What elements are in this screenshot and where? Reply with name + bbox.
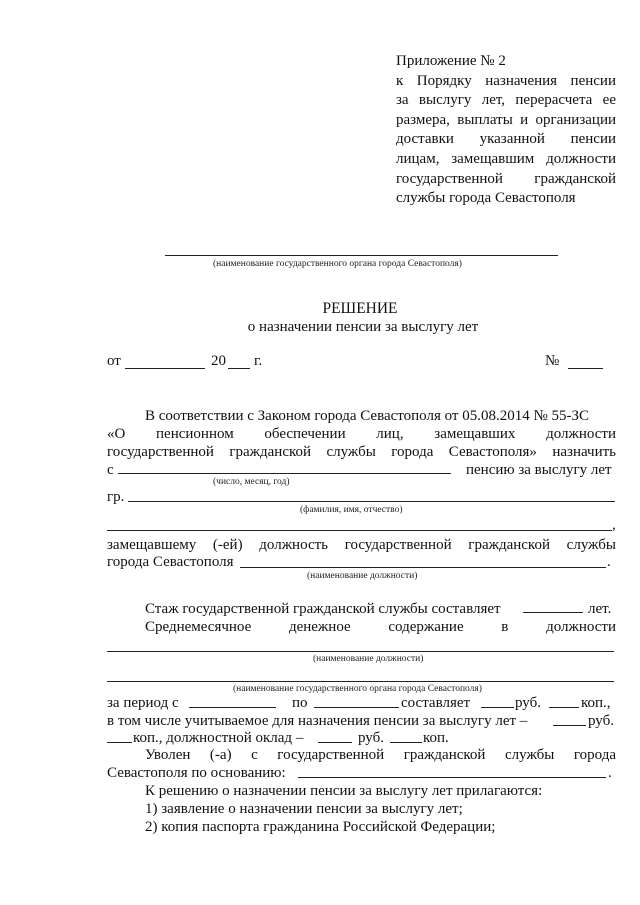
period-from-label: за период с [107, 695, 179, 711]
rub-label-3: руб. [358, 730, 384, 746]
position-line: замещавшему (-ей) должность государственной гражданской службы [107, 537, 616, 553]
annex-line: за выслугу лет, перерасчета ее [396, 92, 616, 109]
period-to-blank [314, 707, 399, 708]
pension-start-label: с [107, 462, 114, 478]
decision-subtitle: о назначении пенсии за выслугу лет [247, 319, 479, 335]
year-prefix: 20 [211, 353, 226, 369]
including-kop-blank [107, 742, 132, 743]
annex-line: службы города Севастополя [396, 190, 576, 207]
number-blank [568, 368, 603, 369]
date-blank [125, 368, 205, 369]
period-from-blank [189, 707, 276, 708]
kop-label-3: коп. [423, 730, 449, 746]
annex-block [396, 52, 616, 209]
period-mark: . [607, 554, 611, 570]
kop-label: коп., [581, 695, 611, 711]
basis-blank [298, 777, 606, 778]
salary-line: Среднемесячное денежное содержание в должности [145, 619, 616, 635]
citizen-name-blank [128, 501, 615, 502]
caption-date: (число, месяц, год) [213, 477, 290, 487]
pension-type-label: пенсию за выслугу лет [466, 462, 612, 478]
date-from-label: от [107, 353, 121, 369]
caption-fio: (фамилия, имя, отчество) [300, 505, 403, 515]
law-line-2: «О пенсионном обеспечении лиц, замещавших должности [107, 426, 616, 442]
experience-unit: лет. [588, 601, 612, 617]
kop-salary-label: коп., должностной оклад – [133, 730, 304, 746]
position-blank [240, 567, 606, 568]
annex-title: Приложение № 2 [396, 53, 506, 69]
salary-rub-blank [318, 742, 352, 743]
amount-rub-blank [481, 707, 514, 708]
basis-period: . [608, 765, 612, 781]
amount-label: составляет [401, 695, 471, 711]
including-rub-blank [553, 725, 586, 726]
law-line-3: государственной гражданской службы города Севастополя» назначить [107, 444, 616, 460]
attachment-item: 2) копия паспорта гражданина Российской Федерации; [145, 819, 496, 835]
annex-line: государственной гражданской [396, 170, 616, 187]
org-caption: (наименование государственного органа города Севастополя) [213, 259, 462, 269]
salary-kop-blank [390, 742, 422, 743]
amount-kop-blank [549, 707, 579, 708]
salary-position-blank [107, 651, 614, 652]
decision-title: РЕШЕНИЕ [322, 300, 398, 317]
law-line-1: В соответствии с Законом города Севастополя от 05.08.2014 № 55-ЗС [145, 408, 590, 424]
period-to-label: по [292, 695, 308, 711]
number-sign: № [545, 353, 560, 369]
caption-org-2: (наименование государственного органа города Севастополя) [233, 684, 482, 694]
org-name-line [165, 255, 558, 256]
caption-position-2: (наименование должности) [313, 654, 424, 664]
including-label: в том числе учитываемое для назначения пенсии за выслугу лет – [107, 713, 528, 729]
rub-label: руб. [515, 695, 541, 711]
pension-start-date-blank [118, 473, 451, 474]
attachments-intro: К решению о назначении пенсии за выслугу лет прилагаются: [145, 783, 543, 799]
annex-line: к Порядку назначения пенсии [396, 72, 616, 89]
salary-org-blank [107, 681, 614, 682]
dismissed-line: Уволен (-а) с государственной гражданской службы города [145, 747, 616, 763]
rub-label-2: руб. [588, 713, 614, 729]
basis-label: Севастополя по основанию: [107, 765, 286, 781]
attachment-item: 1) заявление о назначении пенсии за выслугу лет; [145, 801, 463, 817]
experience-label: Стаж государственной гражданской службы составляет [145, 601, 501, 617]
experience-blank [523, 612, 583, 613]
annex-line: доставки указанной пенсии [396, 131, 616, 148]
year-blank [228, 368, 250, 369]
annex-line: лицам, замещавшим должности [396, 150, 616, 167]
comma: , [612, 517, 616, 533]
year-suffix: г. [254, 353, 263, 369]
annex-line: размера, выплаты и организации [396, 111, 616, 128]
citizen-label: гр. [107, 489, 125, 505]
city-label: города Севастополя [107, 554, 234, 570]
citizen-name-blank-2 [107, 530, 612, 531]
caption-position: (наименование должности) [307, 571, 418, 581]
